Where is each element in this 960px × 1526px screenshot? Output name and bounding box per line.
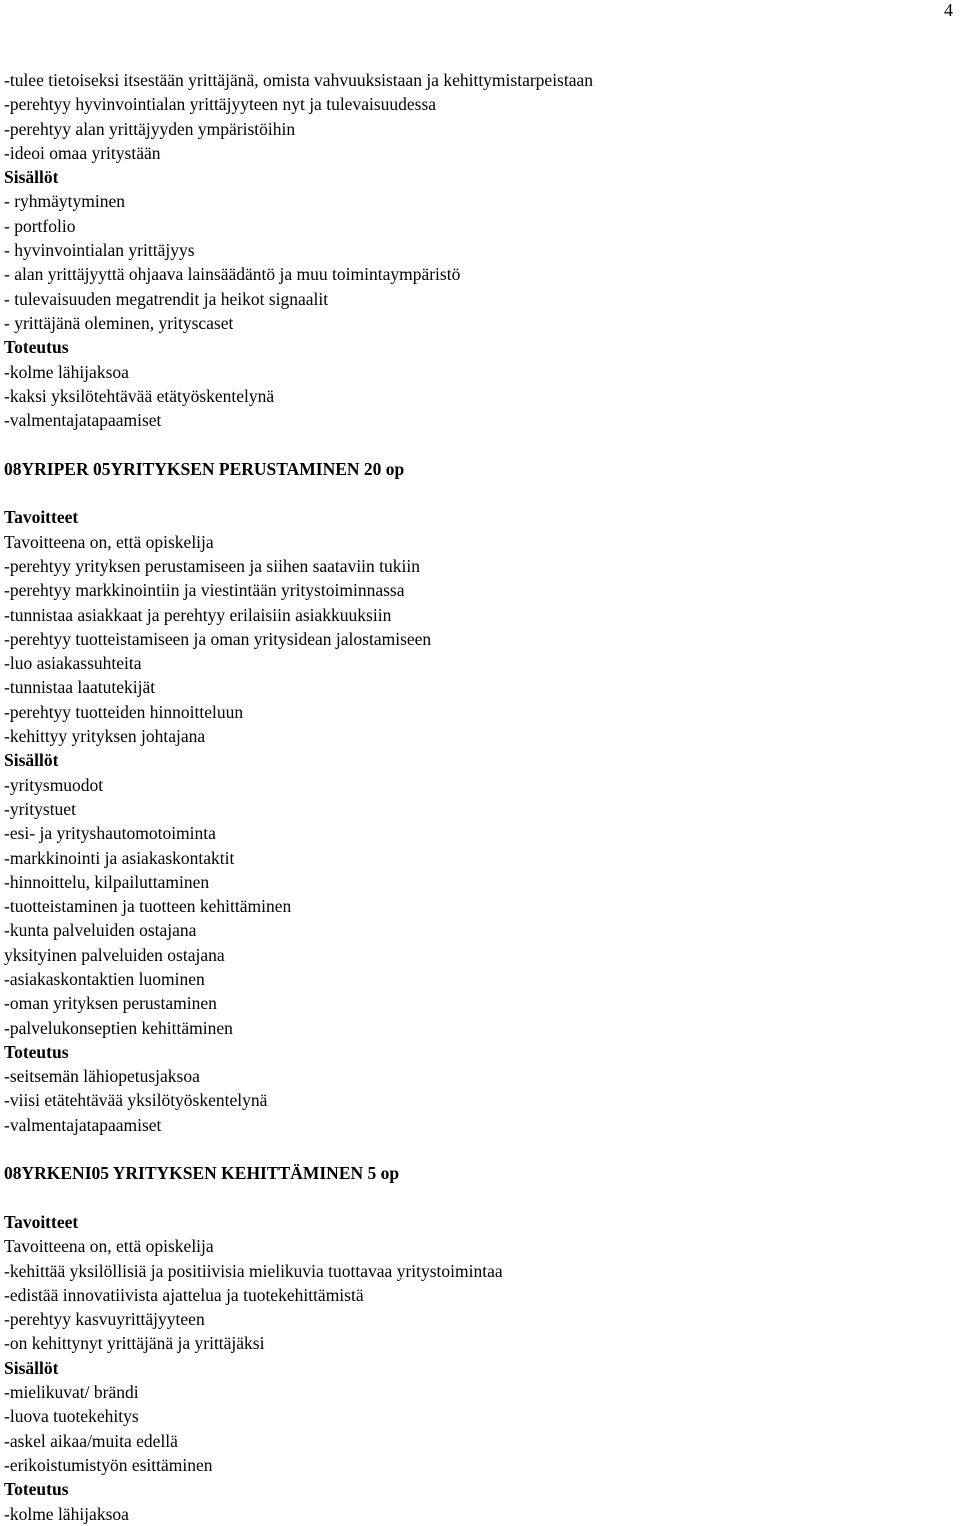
text-line: Tavoitteena on, että opiskelija bbox=[4, 1236, 214, 1257]
text-line: -kunta palveluiden ostajana bbox=[4, 920, 197, 941]
text-line: -oman yrityksen perustaminen bbox=[4, 993, 217, 1014]
section-heading: Toteutus bbox=[4, 1041, 69, 1062]
page-number: 4 bbox=[944, 0, 953, 20]
text-line: -seitsemän lähiopetusjaksoa bbox=[4, 1066, 200, 1087]
text-line: - alan yrittäjyyttä ohjaava lainsäädäntö ja muu toimintaympäristö bbox=[4, 264, 461, 285]
section-heading: Sisällöt bbox=[4, 750, 59, 771]
text-line: -esi- ja yrityshautomotoiminta bbox=[4, 823, 216, 844]
text-line: -mielikuvat/ brändi bbox=[4, 1382, 139, 1403]
text-line: -asiakaskontaktien luominen bbox=[4, 968, 205, 989]
text-line: -perehtyy kasvuyrittäjyyteen bbox=[4, 1309, 205, 1330]
text-line: -viisi etätehtävää yksilötyöskentelynä bbox=[4, 1090, 268, 1111]
text-line: - ryhmäytyminen bbox=[4, 191, 126, 212]
text-line: -perehtyy tuotteiden hinnoitteluun bbox=[4, 701, 244, 722]
text-line: -perehtyy yrityksen perustamiseen ja siihen saataviin tukiin bbox=[4, 555, 421, 576]
text-line: -markkinointi ja asiakaskontaktit bbox=[4, 847, 235, 868]
text-line: - hyvinvointialan yrittäjyys bbox=[4, 240, 195, 261]
text-line: -erikoistumistyön esittäminen bbox=[4, 1454, 213, 1475]
text-line: -kolme lähijaksoa bbox=[4, 361, 129, 382]
section-heading: Tavoitteet bbox=[4, 507, 79, 528]
text-line: -on kehittynyt yrittäjänä ja yrittäjäksi bbox=[4, 1333, 265, 1354]
text-line: -hinnoittelu, kilpailuttaminen bbox=[4, 871, 210, 892]
text-line: - yrittäjänä oleminen, yrityscaset bbox=[4, 312, 234, 333]
text-line: -edistää innovatiivista ajattelua ja tuotekehittämistä bbox=[4, 1284, 364, 1305]
section-heading: 08YRKENI05 YRITYKSEN KEHITTÄMINEN 5 op bbox=[4, 1163, 400, 1184]
text-line: -kolme lähijaksoa bbox=[4, 1503, 129, 1524]
text-line: -kaksi yksilötehtävää etätyöskentelynä bbox=[4, 385, 275, 406]
blank-line bbox=[4, 1137, 950, 1161]
text-line: - tulevaisuuden megatrendit ja heikot signaalit bbox=[4, 288, 329, 309]
text-line: -perehtyy markkinointiin ja viestintään yritystoiminnassa bbox=[4, 580, 405, 601]
text-line: -tunnistaa laatutekijät bbox=[4, 677, 156, 698]
section-heading: Toteutus bbox=[4, 1479, 69, 1500]
text-line: -perehtyy alan yrittäjyyden ympäristöihin bbox=[4, 118, 296, 139]
section-heading: 08YRIPER 05YRITYKSEN PERUSTAMINEN 20 op bbox=[4, 458, 405, 479]
text-line: -yritysmuodot bbox=[4, 774, 104, 795]
text-line: -luova tuotekehitys bbox=[4, 1406, 139, 1427]
section-heading: Sisällöt bbox=[4, 1357, 59, 1378]
blank-line bbox=[4, 481, 950, 505]
text-line: -luo asiakassuhteita bbox=[4, 653, 142, 674]
text-line: -palvelukonseptien kehittäminen bbox=[4, 1017, 233, 1038]
section-heading: Toteutus bbox=[4, 337, 69, 358]
text-line: -yritystuet bbox=[4, 798, 76, 819]
text-line: -askel aikaa/muita edellä bbox=[4, 1430, 178, 1451]
document-body bbox=[4, 68, 950, 1526]
section-heading: Sisällöt bbox=[4, 167, 59, 188]
blank-line bbox=[4, 1186, 950, 1210]
text-line: yksityinen palveluiden ostajana bbox=[4, 944, 225, 965]
text-line: -valmentajatapaamiset bbox=[4, 1114, 162, 1135]
text-line: Tavoitteena on, että opiskelija bbox=[4, 531, 214, 552]
blank-line bbox=[4, 432, 950, 456]
text-line: - portfolio bbox=[4, 215, 76, 236]
text-line: -perehtyy tuotteistamiseen ja oman yritysidean jalostamiseen bbox=[4, 628, 432, 649]
section-heading: Tavoitteet bbox=[4, 1211, 79, 1232]
text-line: -perehtyy hyvinvointialan yrittäjyyteen nyt ja tulevaisuudessa bbox=[4, 94, 437, 115]
text-line: -tuotteistaminen ja tuotteen kehittäminen bbox=[4, 896, 292, 917]
text-line: -tunnistaa asiakkaat ja perehtyy erilaisiin asiakkuuksiin bbox=[4, 604, 392, 625]
text-line: -kehittyy yrityksen johtajana bbox=[4, 726, 206, 747]
text-line: -tulee tietoiseksi itsestään yrittäjänä, omista vahvuuksistaan ja kehittymistarpeistaan bbox=[4, 70, 594, 90]
text-line: -valmentajatapaamiset bbox=[4, 410, 162, 431]
text-line: -kehittää yksilöllisiä ja positiivisia mielikuvia tuottavaa yritystoimintaa bbox=[4, 1260, 503, 1281]
text-line: -ideoi omaa yritystään bbox=[4, 142, 161, 163]
